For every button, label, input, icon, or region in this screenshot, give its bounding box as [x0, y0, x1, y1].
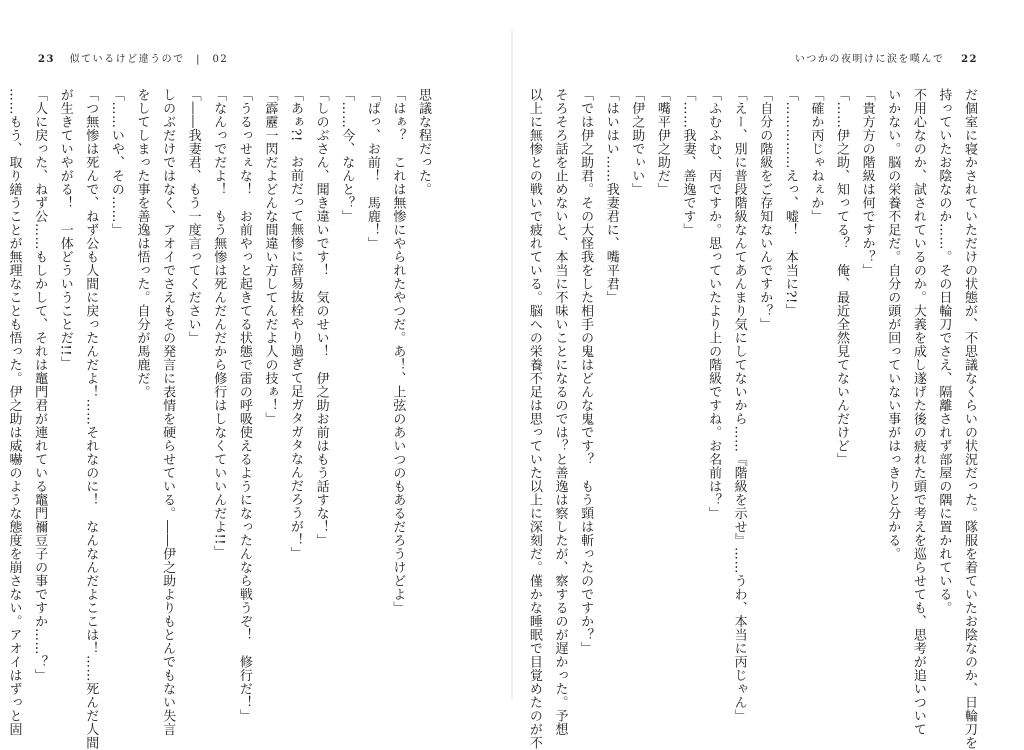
text-line: 「はぁ？ これは無惨にやられたやつだ。あ！、上弦のあいつのもあるだろうけどよ」: [390, 88, 406, 615]
text-line: 思議な程だった。: [416, 88, 431, 196]
right-page-body: [526, 88, 982, 750]
text-line: が生きていやがる！ 一体どういうことだ!!」: [57, 88, 73, 370]
text-line: 「では伊之助君。その大怪我をした相手の鬼はどんな鬼です？ もう頸は斬ったのですか？」: [578, 88, 594, 655]
text-line: 「――我妻君、もう一度言ってください」: [185, 88, 201, 345]
text-line: だ個室に寝かされていただけの状態が、不思議なくらいの状況だった。隊服を着ていたお陰なのか、日輪刀を: [962, 88, 977, 750]
text-line: 「しのぶさん、聞き違いです！ 気のせい！ 伊之助お前はもう話すな！」: [313, 88, 329, 547]
text-line: 「うるっせぇな！ お前やっと起きてる状態で雷の呼吸使えるようになったんなら戦うぞ！ 修行だ！」: [236, 88, 252, 723]
text-line: 持っていたお陰なのか……。その日輪刀でさえ、隔離されず部屋の隅に置かれている。: [936, 88, 952, 615]
text-line: 「自分の階級をご存知ないんですか？」: [757, 88, 773, 331]
right-page-header: [795, 50, 978, 65]
left-page-header: [38, 50, 228, 65]
text-line: いかない。脳の栄養不足だ。自分の頭が回っていない事がはっきりと分かる。: [885, 88, 901, 561]
text-line: 「確か丙じゃねぇか」: [808, 88, 824, 223]
text-line: ……もう、取り繕うことが無理なことも悟った。伊之助は威嚇のような態度を崩さない。アオイはずっと固: [6, 88, 22, 736]
text-line: 「はいはい……我妻君に、嘴平君」: [603, 88, 619, 304]
text-line: 「人に戻った、ねず公……もしかして、それは竈門君が連れている竈門禰豆子の事ですか……？」: [32, 88, 48, 682]
right-page-number: 22: [961, 54, 978, 65]
text-line: 「……………えっ、嘘！ 本当に?!」: [782, 88, 798, 318]
text-line: しのぶだけではなく、アオイでさえもその発言に表情を硬らせている。――伊之助よりもとんでもない失言: [160, 88, 176, 736]
left-page-number: 23: [38, 54, 55, 65]
left-running-title: 似ているけど違うので | 02: [69, 54, 229, 65]
right-page: [512, 0, 1024, 750]
text-line: 「……我妻、善逸です」: [680, 88, 696, 237]
text-line: そろそろ話を止めないと、本当に不味いことになるのでは？と善逸は察したが、察するのが遅かった。予想: [552, 88, 568, 736]
right-running-title: いつかの夜明けに涙を嘆んで: [794, 54, 945, 65]
text-line: 「あぁ?! お前だって無惨に辞易抜栓やり過ぎて足ガタガタなんだろうが！」: [288, 88, 304, 561]
text-line: 「……今、なんと？」: [339, 88, 355, 223]
left-page-body: [6, 88, 436, 750]
text-line: 不用心なのか、試されているのか。大義を成し遂げた後の疲れた頭で考えを巡らせても、思考が追いついて: [910, 88, 926, 736]
text-line: 「霹靂一閃だよどんな間違い方してんだよ人の技ぁ！」: [262, 88, 278, 426]
text-line: 「伊之助でぃい」: [629, 88, 645, 196]
text-line: 「えー、別に普段階級なんてあんまり気にしてないから……『階級を示せ』……うわ、本当に丙じゃん」: [731, 88, 747, 723]
text-line: 以上に無惨との戦いで疲れている。脳への栄養不足は思っていた以上に深刻だ。僅かな睡眠で目覚めたのが不: [526, 88, 542, 750]
text-line: 「ぱっ、お前！ 馬鹿！」: [364, 88, 380, 250]
text-line: 「ふむふむ、丙ですか。思っていたより上の階級ですね。お名前は？」: [706, 88, 722, 520]
text-line: 「嘴平伊之助だ」: [654, 88, 670, 196]
text-line: をしてしまった事を善逸は悟った。自分が馬鹿だ。: [134, 88, 150, 399]
text-line: 「貴方方の階級は何ですか？」: [859, 88, 875, 277]
text-line: 「なんっでだよ！ もう無惨は死んだんだから修行はしなくていいんだよ!!」: [211, 88, 227, 559]
text-line: 「……いや、その……」: [108, 88, 124, 237]
text-line: 「……伊之助、知ってる？ 俺、最近全然見てないんだけど」: [834, 88, 850, 466]
text-line: 「つ無惨は死んで、ねず公も人間に戻ったんだよ！……それなのに！ なんなんだよここは！……死んだ人間: [83, 88, 99, 750]
